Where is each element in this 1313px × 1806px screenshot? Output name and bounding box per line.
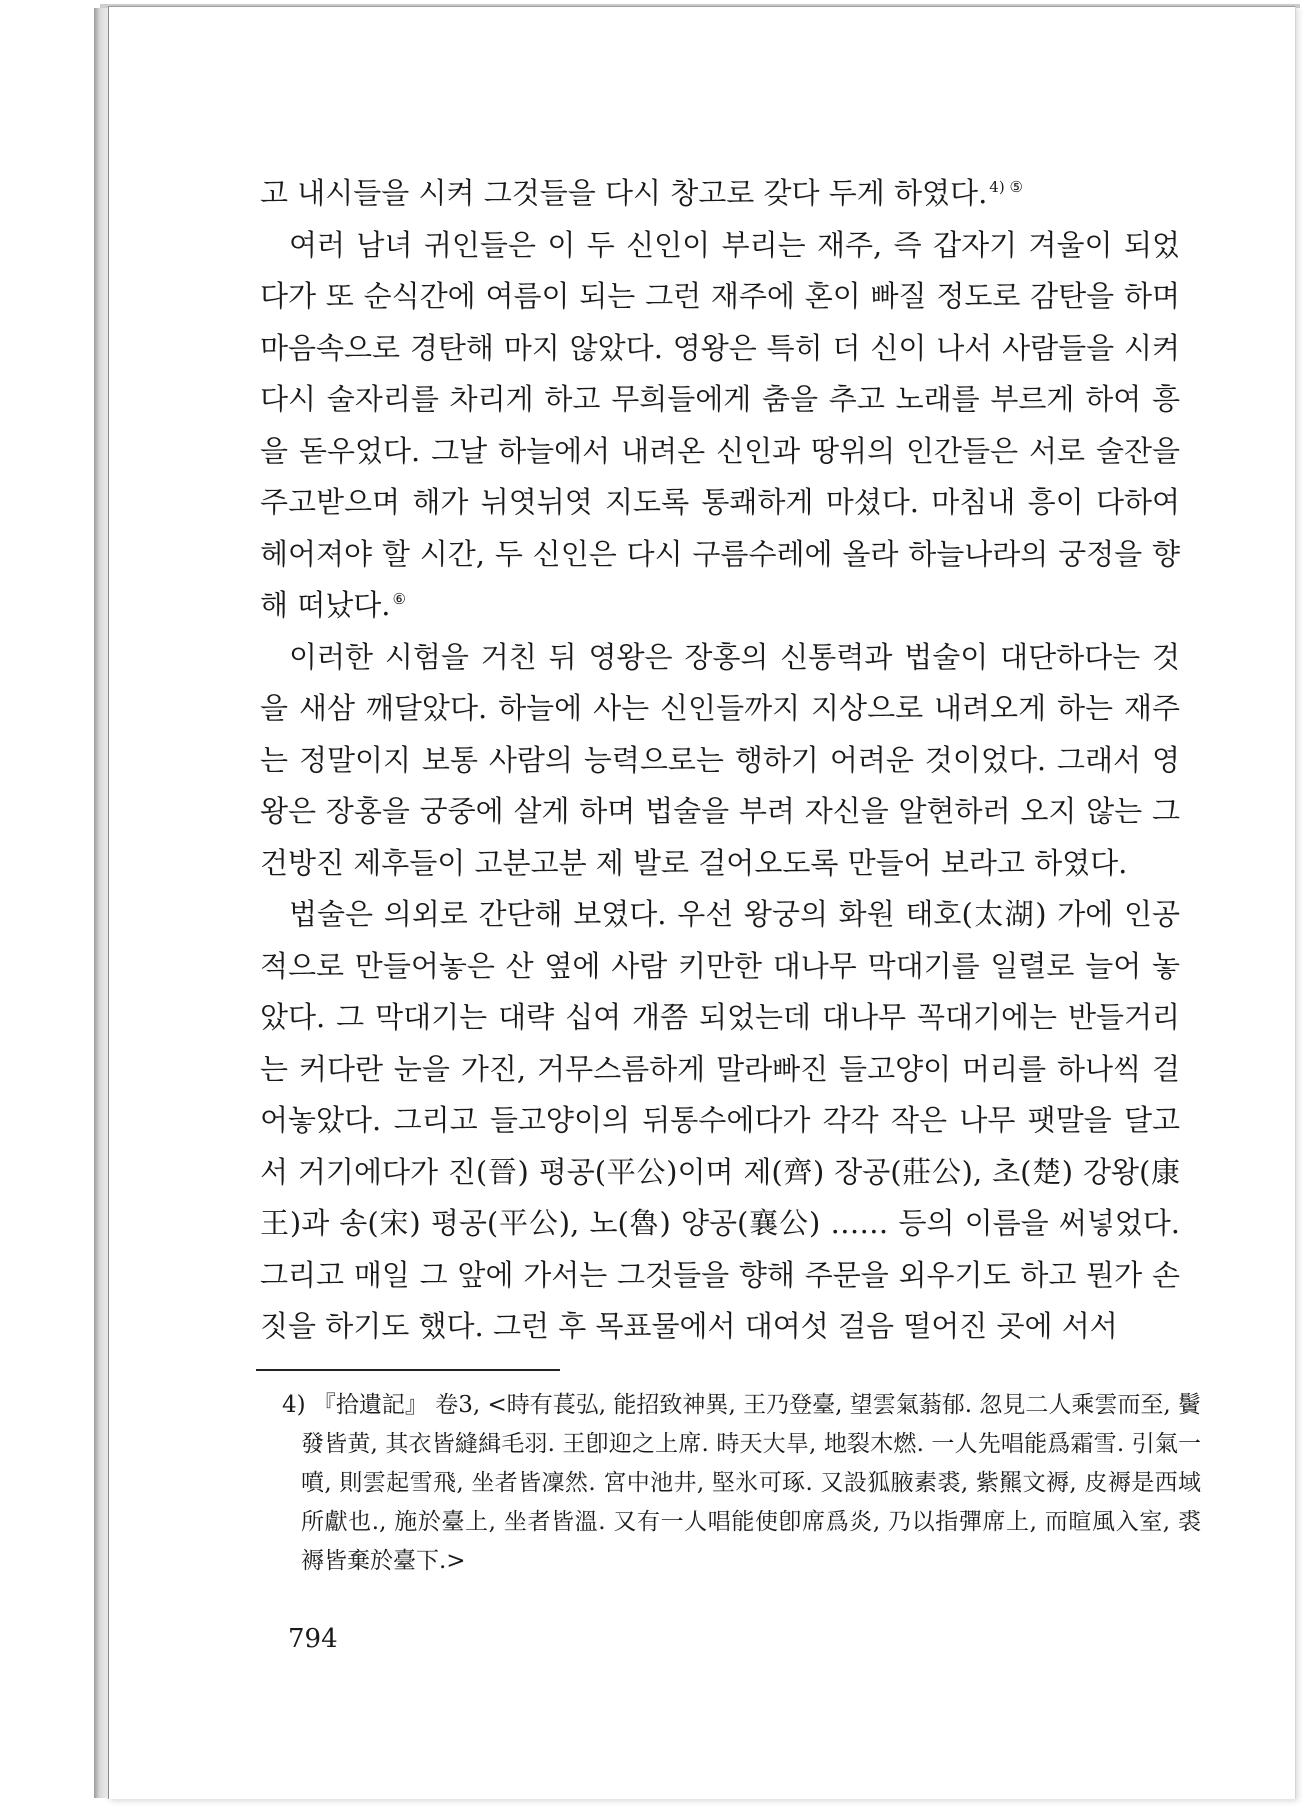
body-text bbox=[260, 168, 1180, 1353]
paragraph-4 bbox=[260, 889, 1180, 1353]
footnote-divider bbox=[256, 1369, 560, 1371]
paragraph-2-text: 여러 남녀 귀인들은 이 두 신인이 부리는 재주, 즉 갑자기 겨울이 되었다가 또 순식간에 여름이 되는 그런 재주에 혼이 빠질 정도로 감탄을 하며 마음속으로 경탄해 마지 않았다. 영왕은 특히 더 신이 나서 사람들을 시켜 다시 술자리를 차리게 하고 무희들에게 춤을 추고 노래를 부르게 하여 흥을 돋우었다. 그날 하늘에서 내려온 신인과 땅위의 인간들은 서로 술잔을 주고받으며 해가 뉘엿뉘엿 지도록 통쾌하게 마셨다. 마침내 흥이 다하여 헤어져야 할 시간, 두 신인은 다시 구름수레에 올라 하늘나라의 궁정을 향해 떠났다. bbox=[260, 227, 1180, 622]
footnote-4: 4) 『拾遺記』 卷3, <時有萇弘, 能招致神異, 王乃登臺, 望雲氣蓊郁. 忽見二人乘雲而至, 鬢發皆黄, 其衣皆縫緝毛羽. 王卽迎之上席. 時天大旱, 地裂木燃. 一人先唱能爲霜雪. 引氣一噴, 則雲起雪飛, 坐者皆凜然. 宮中池井, 堅氷可琢. 又設狐腋素裘, 紫羆文褥, 皮褥是西域所獻也., 施於臺上, 坐者皆溫. 又有一人唱能使卽席爲炎, 乃以指彈席上, 而暄風入室, 裘褥皆棄於臺下.> bbox=[282, 1392, 1201, 1574]
footnote-ref-4: 4) ⑤ bbox=[989, 178, 1023, 197]
paragraph-2 bbox=[260, 220, 1180, 632]
paragraph-1-text: 고 내시들을 시켜 그것들을 다시 창고로 갖다 두게 하였다. bbox=[260, 176, 988, 210]
book-page-edge bbox=[94, 8, 108, 1798]
paragraph-4-text: 법술은 의외로 간단해 보였다. 우선 왕궁의 화원 태호(太湖) 가에 인공적으로 만들어놓은 산 옆에 사람 키만한 대나무 막대기를 일렬로 늘어 놓았다. 그 막대기는 대략 십여 개쯤 되었는데 대나무 꼭대기에는 반들거리는 커다란 눈을 가진, 거무스름하게 말라빠진 들고양이 머리를 하나씩 걸어놓았다. 그리고 들고양이의 뒤통수에다가 각각 작은 나무 팻말을 달고서 거기에다가 진(晉) 평공(平公)이며 제(齊) 장공(莊公), 초(楚) 강왕(康王)과 송(宋) 평공(平公), 노(魯) 양공(襄公) …… 등의 이름을 써넣었다. 그리고 매일 그 앞에 가서는 그것들을 향해 주문을 외우기도 하고 뭔가 손짓을 하기도 했다. 그런 후 목표물에서 대여섯 걸음 떨어진 곳에 서서 bbox=[260, 897, 1180, 1343]
paragraph-3-text: 이러한 시험을 거친 뒤 영왕은 장홍의 신통력과 법술이 대단하다는 것을 새삼 깨달았다. 하늘에 사는 신인들까지 지상으로 내려오게 하는 재주는 정말이지 보통 사람의 능력으로는 행하기 어려운 것이었다. 그래서 영왕은 장홍을 궁중에 살게 하며 법술을 부려 자신을 알현하러 오지 않는 그 건방진 제후들이 고분고분 제 발로 걸어오도록 만들어 보라고 하였다. bbox=[260, 639, 1180, 880]
endnote-ref-6: ⑥ bbox=[392, 590, 406, 609]
page-number: 794 bbox=[288, 1624, 338, 1654]
paragraph-3 bbox=[260, 632, 1180, 890]
paragraph-1 bbox=[260, 168, 1180, 220]
